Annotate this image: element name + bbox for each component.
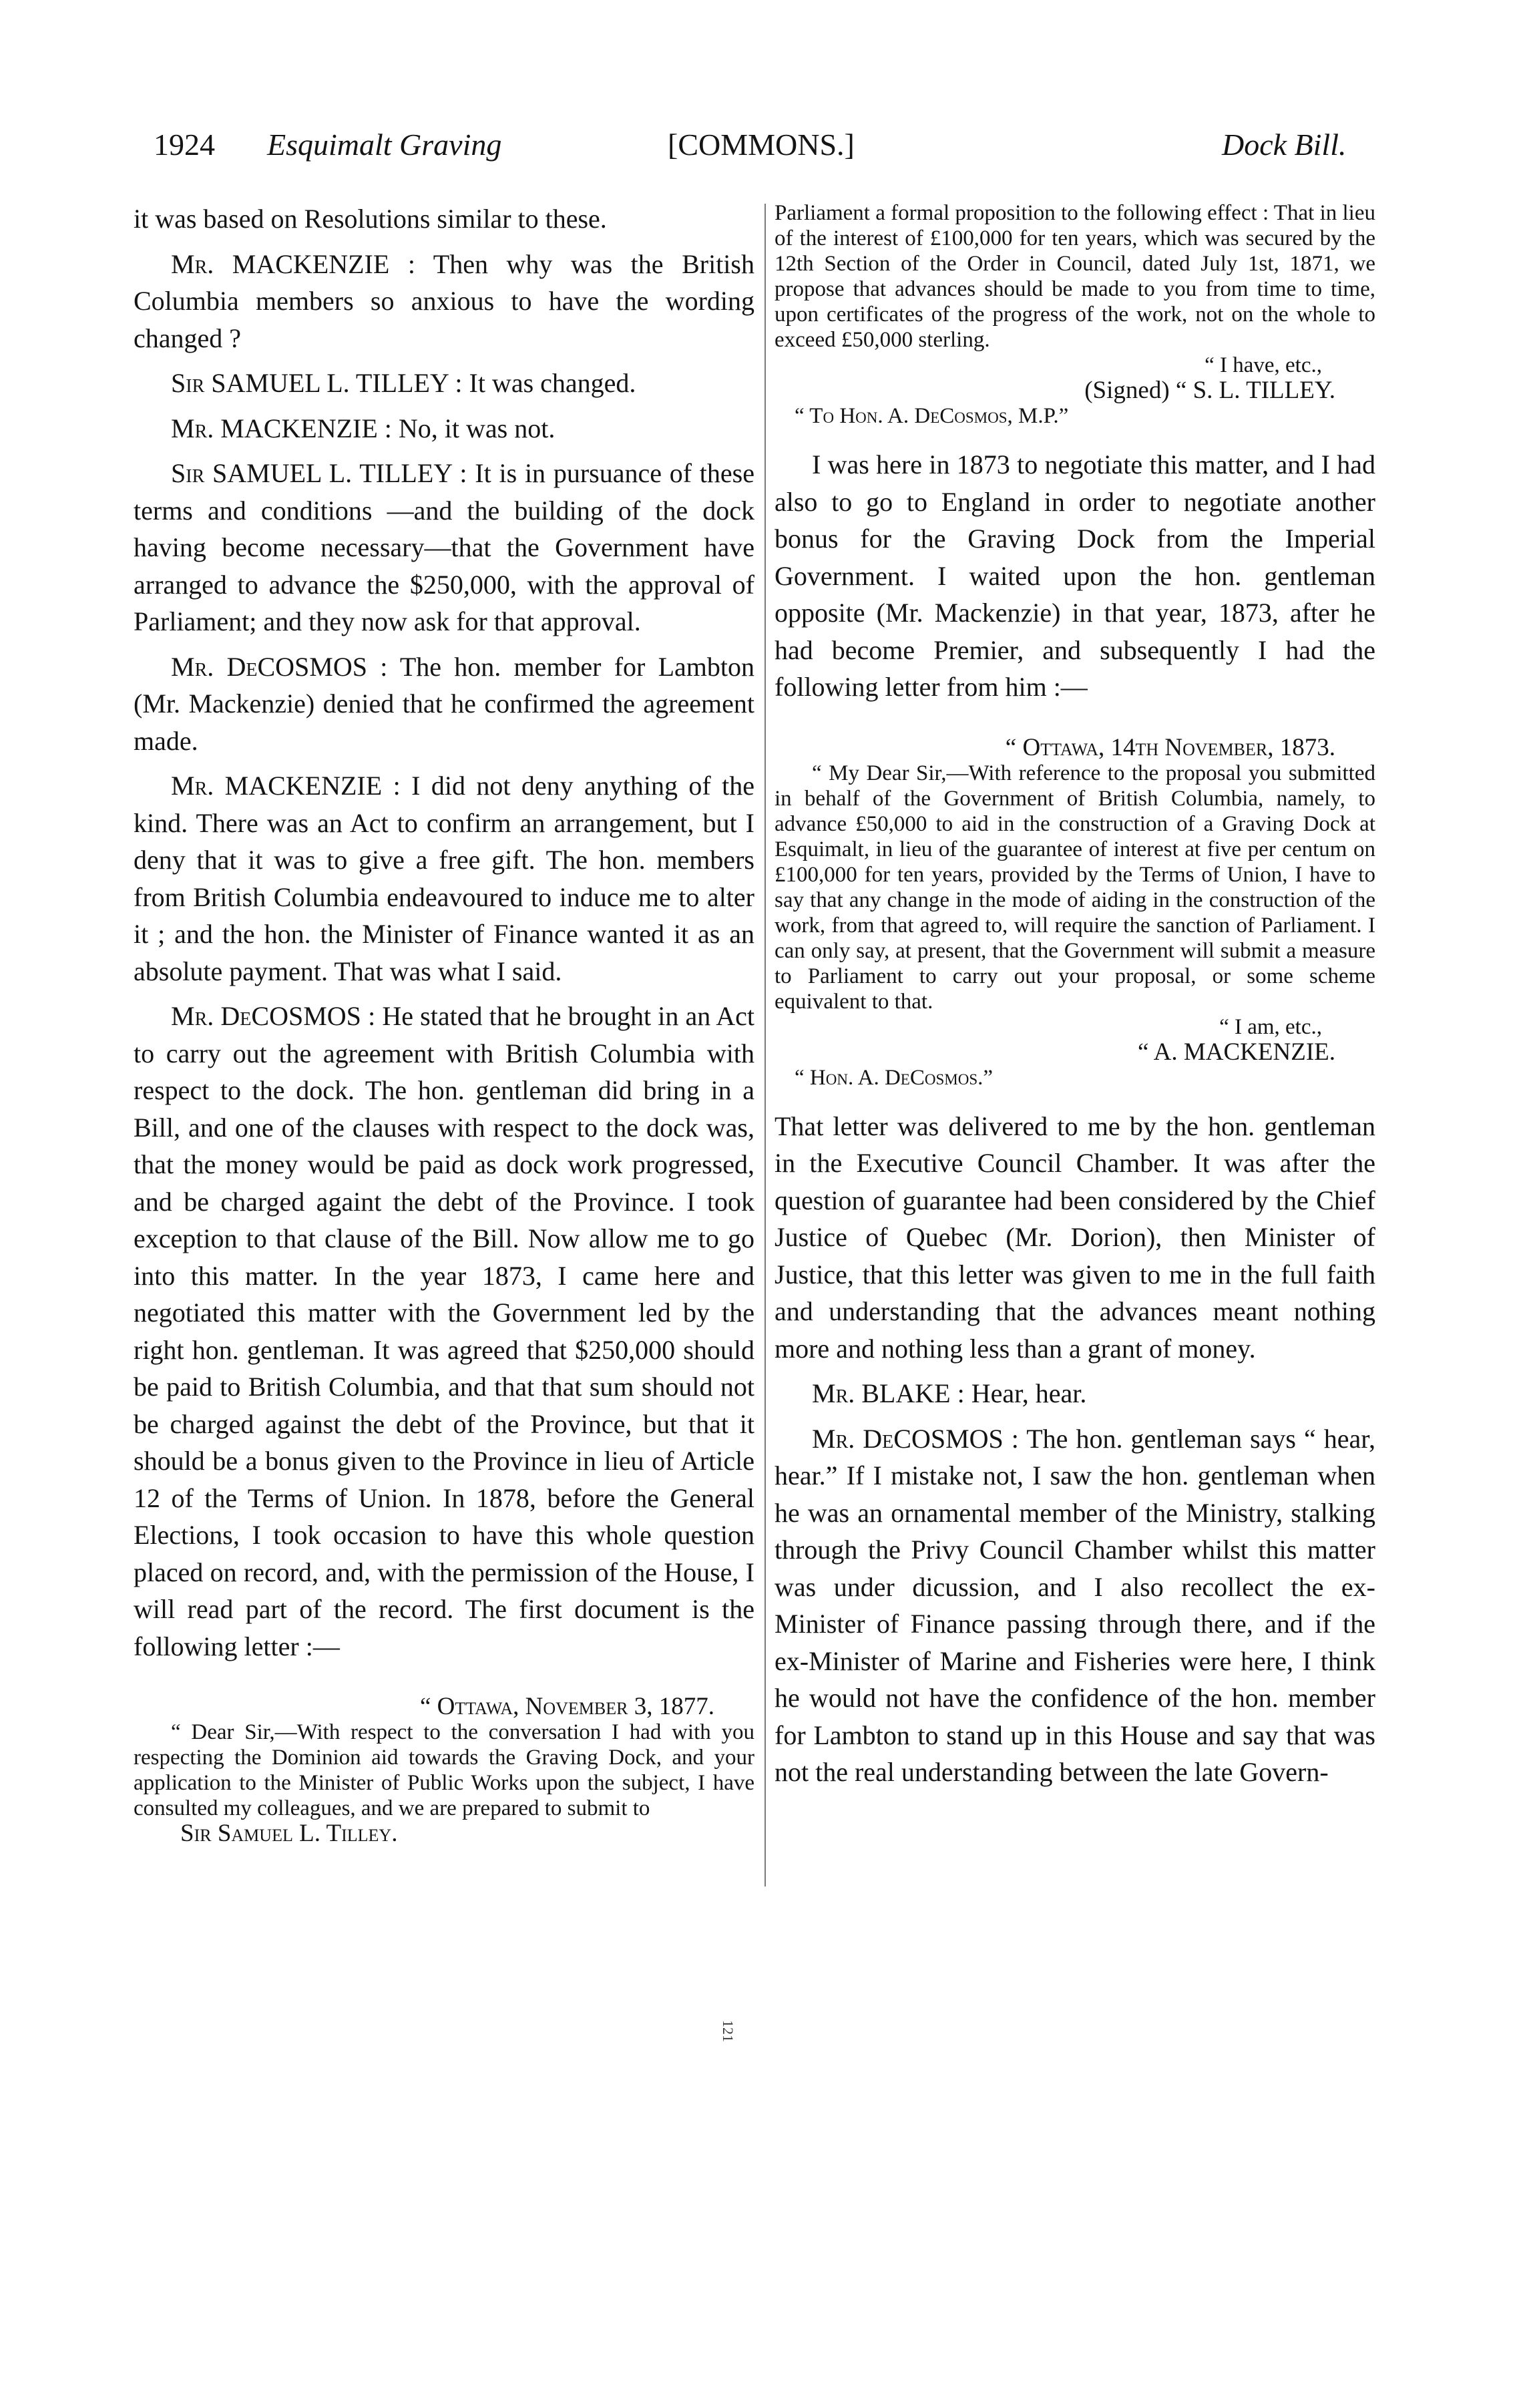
- speaker-name: Sir SAMUEL L. TILLEY :: [171, 368, 463, 398]
- paragraph-text: “ Dear Sir,—With respect to the conversation I had with you respecting the Dominion aid towards the Graving Dock, and your application to the Minister of Public Works upon the subject, I have consulted my colleagues, and we are prepared to submit to: [134, 1720, 754, 1820]
- letter-text: [775, 378, 1375, 403]
- speaker-name: Sir SAMUEL L. TILLEY :: [171, 458, 467, 488]
- paragraph-text: Parliament a formal proposition to the following effect : That in lieu of the interest of £100,000 for ten years, which was secured by the 12th Section of the Order in Council, dated July 1st, 1871, we propose that advances should be made to you from time to time, upon certificates of the progress of the work, not on the whole to exceed £50,000 sterling.: [775, 201, 1375, 352]
- paragraph-text: I did not deny anything of the kind. There was an Act to confirm an arrangement, but I deny that it was to give a free gift. The hon. members from British Columbia endeavoured to induce me to alter it ; and the hon. the Minister of Finance wanted it as an absolute payment. That was what I said.: [134, 771, 755, 986]
- speech-paragraph: [134, 410, 754, 447]
- paragraph-text: “ Ottawa, 14th November, 1873.: [1005, 733, 1335, 761]
- letter-text: [775, 735, 1375, 761]
- paragraph-text: “ I have, etc.,: [1205, 353, 1322, 377]
- paragraph-text: it was based on Resolutions similar to these.: [134, 204, 607, 234]
- letter-text: [775, 1014, 1375, 1040]
- paragraph-text: “ A. MACKENZIE.: [1138, 1038, 1335, 1066]
- column-divider: [764, 204, 766, 1886]
- paragraph-text: “ Ottawa, November 3, 1877.: [419, 1693, 714, 1720]
- letter-text: [134, 1720, 754, 1821]
- page-header: [154, 127, 1375, 174]
- running-title-center: [COMMONS.]: [668, 128, 855, 162]
- paragraph-text: Hear, hear.: [964, 1378, 1087, 1408]
- paragraph: [775, 1108, 1375, 1368]
- speech-paragraph: [134, 998, 754, 1665]
- speech-paragraph: [775, 1375, 1375, 1412]
- letter-text: [775, 1040, 1375, 1065]
- speaker-name: Mr. BLAKE :: [812, 1378, 965, 1408]
- paragraph-text: Then why was the British Columbia members so anxious to have the wording changed ?: [134, 248, 754, 353]
- paragraph-text: (Signed) “ S. L. TILLEY.: [1084, 377, 1335, 404]
- paragraph-text: It is in pursuance of these terms and conditions —and the building of the dock having become necessary—that the Government have arranged to advance the $250,000, with the approval of Parliament; and they now ask for that approval.: [134, 458, 754, 636]
- letter-text: [775, 761, 1375, 1014]
- running-title-left: Esquimalt Graving: [267, 128, 502, 162]
- paragraph-text: It was changed.: [462, 368, 636, 398]
- speech-paragraph: [134, 246, 754, 357]
- speech-paragraph: [134, 648, 754, 760]
- paragraph-text: “ To Hon. A. DeCosmos, M.P.”: [795, 404, 1069, 428]
- letter-text: [775, 403, 1375, 429]
- margin-mark: 121: [720, 2020, 736, 2042]
- speech-paragraph: [134, 365, 754, 402]
- page-number: 1924: [154, 128, 215, 162]
- speech-paragraph: [775, 1420, 1375, 1791]
- speaker-name: Mr. DeCOSMOS :: [171, 1001, 376, 1031]
- running-title-right: Dock Bill.: [1222, 128, 1347, 162]
- paragraph-text: The hon. member for Lambton (Mr. Mackenzie) denied that he confirmed the agreement made.: [134, 651, 755, 756]
- paragraph-text: The hon. gentleman says “ hear, hear.” If I mistake not, I saw the hon. gentleman when he was an ornamental member of the Ministry, stalking through the Privy Council Chamber whilst this matter was under dicussion, and I also recollect the ex-Minister of Finance passing through there, and if the ex-Minister of Marine and Fisheries were here, I think he would not have the confidence of the hon. member for Lambton to stand up in this House and say that was not the real understanding between the late Govern-: [775, 1423, 1376, 1787]
- speech-paragraph: [134, 455, 754, 640]
- letter-text: [775, 1065, 1375, 1090]
- paragraph-text: Sir Samuel L. Tilley.: [180, 1820, 398, 1847]
- paragraph-text: No, it was not.: [391, 413, 556, 443]
- paragraph: [775, 446, 1375, 706]
- speaker-name: Mr. DeCOSMOS :: [171, 651, 388, 682]
- paragraph: [134, 200, 754, 238]
- speaker-name: Mr. MACKENZIE :: [171, 413, 392, 443]
- paragraph-text: “ I am, etc.,: [1219, 1014, 1322, 1039]
- speaker-name: Mr. MACKENZIE :: [171, 771, 401, 801]
- paragraph-text: I was here in 1873 to negotiate this matter, and I had also to go to England in order to negotiate another bonus for the Graving Dock from the Imperial Government. I waited upon the hon. gentleman opposite (Mr. Mackenzie) in that year, 1873, after he had become Premier, and subsequently I had the following letter from him :—: [775, 449, 1375, 702]
- letter-text: [775, 200, 1375, 353]
- speech-paragraph: [134, 767, 754, 990]
- paragraph-text: That letter was delivered to me by the hon. gentleman in the Executive Council Chamber. It was after the question of guarantee had been considered by the Chief Justice of Quebec (Mr. Dorion), then Minister of Justice, that this letter was given to me in the full faith and understanding that the advances meant nothing more and nothing less than a grant of money.: [775, 1111, 1375, 1364]
- letter-text: [775, 353, 1375, 378]
- left-column: [134, 200, 754, 1846]
- paragraph-text: “ Hon. A. DeCosmos.”: [795, 1065, 994, 1090]
- right-column: [775, 200, 1375, 1791]
- speaker-name: Mr. DeCOSMOS :: [812, 1423, 1019, 1454]
- letter-text: [134, 1821, 754, 1846]
- speaker-name: Mr. MACKENZIE :: [171, 248, 415, 279]
- paragraph-text: He stated that he brought in an Act to carry out the agreement with British Columbia with respect to the dock. The hon. gentleman did bring in a Bill, and one of the clauses with respect to the dock was, that the money would be paid as dock work progressed, and be charged againt the debt of the Province. I took exception to that clause of the Bill. Now allow me to go into this matter. In the year 1873, I came here and negotiated this matter with the Government led by the right hon. gentleman. It was agreed that $250,000 should be paid to British Columbia, and that that sum should not be charged against the debt of the Province, but that it should be a bonus given to the Province in lieu of Article 12 of the Terms of Union. In 1878, before the General Elections, I took occasion to have this whole question placed on record, and, with the permission of the House, I will read part of the record. The first document is the following letter :—: [134, 1001, 754, 1661]
- paragraph-text: “ My Dear Sir,—With reference to the proposal you submitted in behalf of the Government of British Columbia, namely, to advance £50,000 to aid in the construction of a Graving Dock at Esquimalt, in lieu of the guarantee of interest at five per centum on £100,000 for ten years, provided by the Terms of Union, I have to say that any change in the mode of aiding in the construction of the work, from that agreed to, will require the sanction of Parliament. I can only say, at present, that the Government will submit a measure to Parliament to carry out your proposal, or some scheme equivalent to that.: [775, 761, 1375, 1014]
- letter-text: [134, 1694, 754, 1720]
